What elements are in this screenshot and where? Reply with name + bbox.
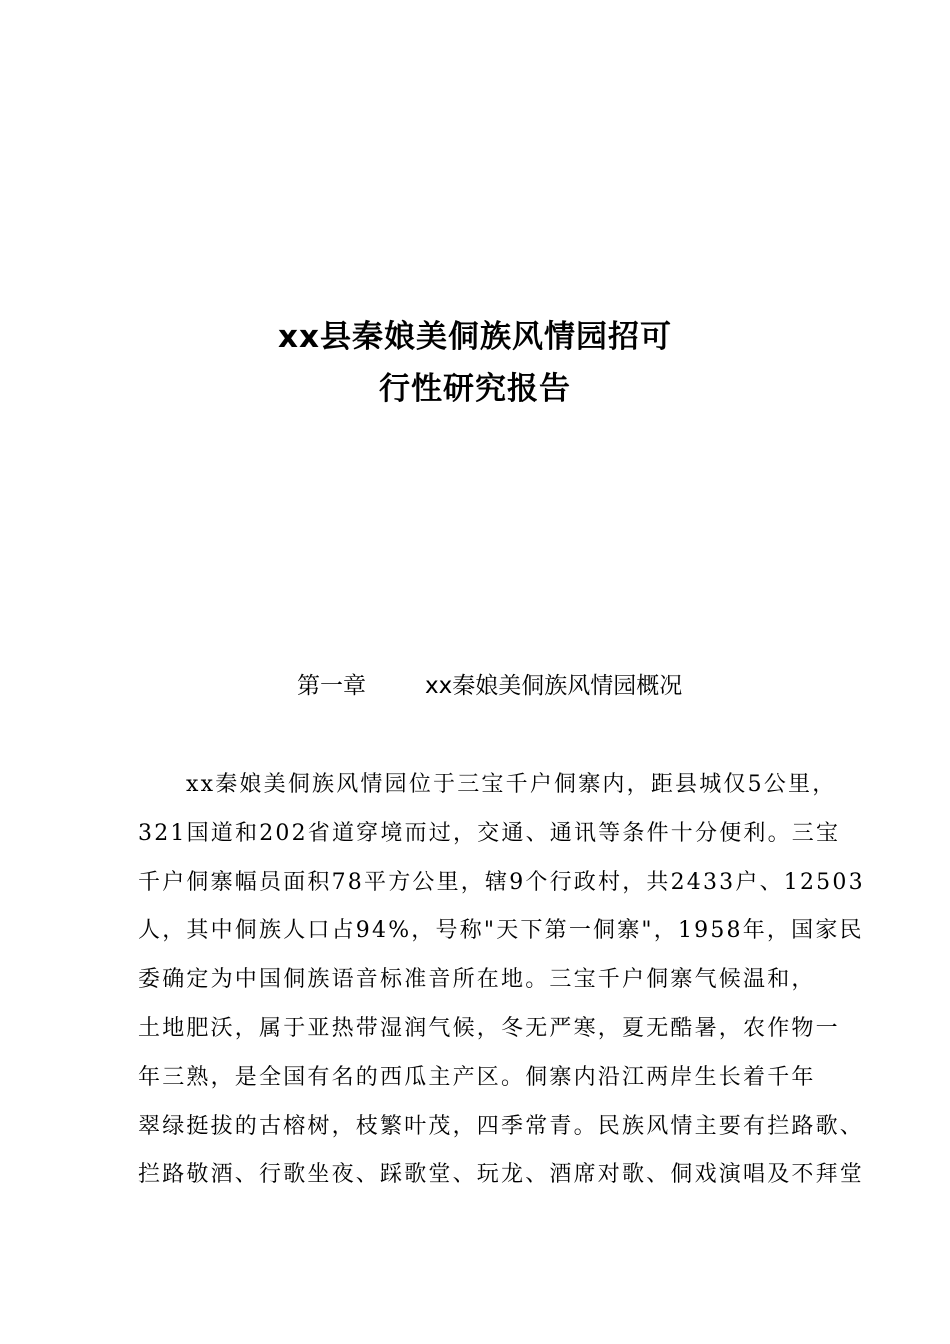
paragraph-line: 人，其中侗族人口占94%，号称"天下第一侗寨"，1958年，国家民	[138, 918, 864, 944]
paragraph-line: 年三熟，是全国有名的西瓜主产区。侗寨内沿江两岸生长着千年	[138, 1064, 816, 1090]
body-paragraph	[138, 766, 868, 1205]
paragraph-line: 321国道和202省道穿境而过，交通、通讯等条件十分便利。三宝	[138, 820, 841, 846]
chapter-heading	[297, 668, 682, 704]
paragraph-line: 委确定为中国侗族语音标准音所在地。三宝千户侗寨气候温和，	[138, 967, 816, 993]
paragraph-line: 千户侗寨幅员面积78平方公里，辖9个行政村，共2433户、12503	[138, 869, 865, 895]
document-title-line-2: 行性研究报告	[379, 371, 571, 407]
chapter-number: 第一章	[297, 673, 366, 699]
paragraph-line: 土地肥沃，属于亚热带湿润气候，冬无严寒，夏无酷暑，农作物一	[138, 1015, 840, 1041]
paragraph-line: 翠绿挺拔的古榕树，枝繁叶茂，四季常青。民族风情主要有拦路歌、	[138, 1113, 865, 1139]
paragraph-line: xx秦娘美侗族风情园位于三宝千户侗寨内，距县城仅5公里，	[186, 772, 837, 797]
paragraph-line: 拦路敬酒、行歌坐夜、踩歌堂、玩龙、酒席对歌、侗戏演唱及不拜堂	[138, 1162, 865, 1188]
document-title-line-1: xx县秦娘美侗族风情园招可	[278, 319, 672, 355]
chapter-title: xx秦娘美侗族风情园概况	[425, 673, 683, 699]
